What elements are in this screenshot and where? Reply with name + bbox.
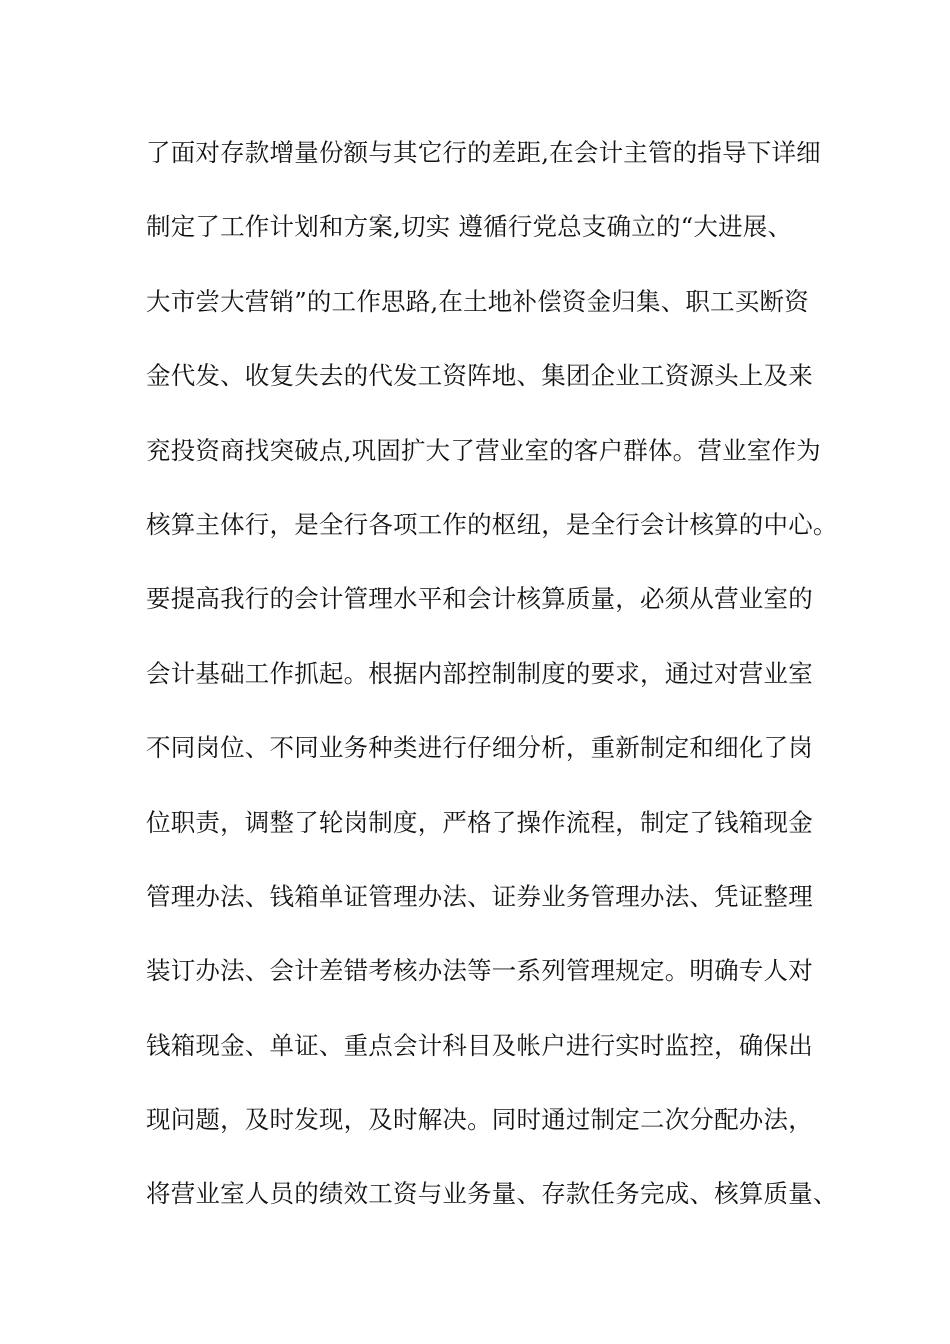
text-line: 大市尝大营销”的工作思路,在土地补偿资金归集、职工买断资	[146, 286, 809, 316]
text-line: 了面对存款增量份额与其它行的差距,在会计主管的指导下详细	[146, 138, 821, 167]
text-line: 现问题，及时发现，及时解决。同时通过制定二次分配办法，	[146, 1105, 813, 1135]
text-line: 管理办法、钱箱单证管理办法、证券业务管理办法、凭证整理	[146, 881, 813, 911]
text-line: 兖投资商找突破点,巩固扩大了营业室的客户群体。营业室作为	[146, 435, 821, 465]
text-line: 会计基础工作抓起。根据内部控制制度的要求，通过对营业室	[146, 658, 813, 688]
text-line: 要提高我行的会计管理水平和会计核算质量，必须从营业室的	[146, 584, 813, 614]
text-line: 金代发、收复失去的代发工资阵地、集团企业工资源头上及来	[146, 361, 813, 391]
text-line: 将营业室人员的绩效工资与业务量、存款任务完成、核算质量、	[146, 1179, 838, 1209]
text-line: 装订办法、会计差错考核办法等一系列管理规定。明确专人对	[146, 956, 813, 986]
text-line: 位职责，调整了轮岗制度，严格了操作流程，制定了钱箱现金	[146, 807, 813, 837]
text-line: 不同岗位、不同业务种类进行仔细分析，重新制定和细化了岗	[146, 733, 813, 763]
body-text	[146, 128, 846, 1244]
text-line: 制定了工作计划和方案,切实 遵循行党总支确立的“大进展、	[146, 212, 793, 242]
text-line: 钱箱现金、单证、重点会计科目及帐户进行实时监控，确保出	[146, 1030, 813, 1060]
text-line: 核算主体行，是全行各项工作的枢纽，是全行会计核算的中心。	[146, 509, 838, 539]
